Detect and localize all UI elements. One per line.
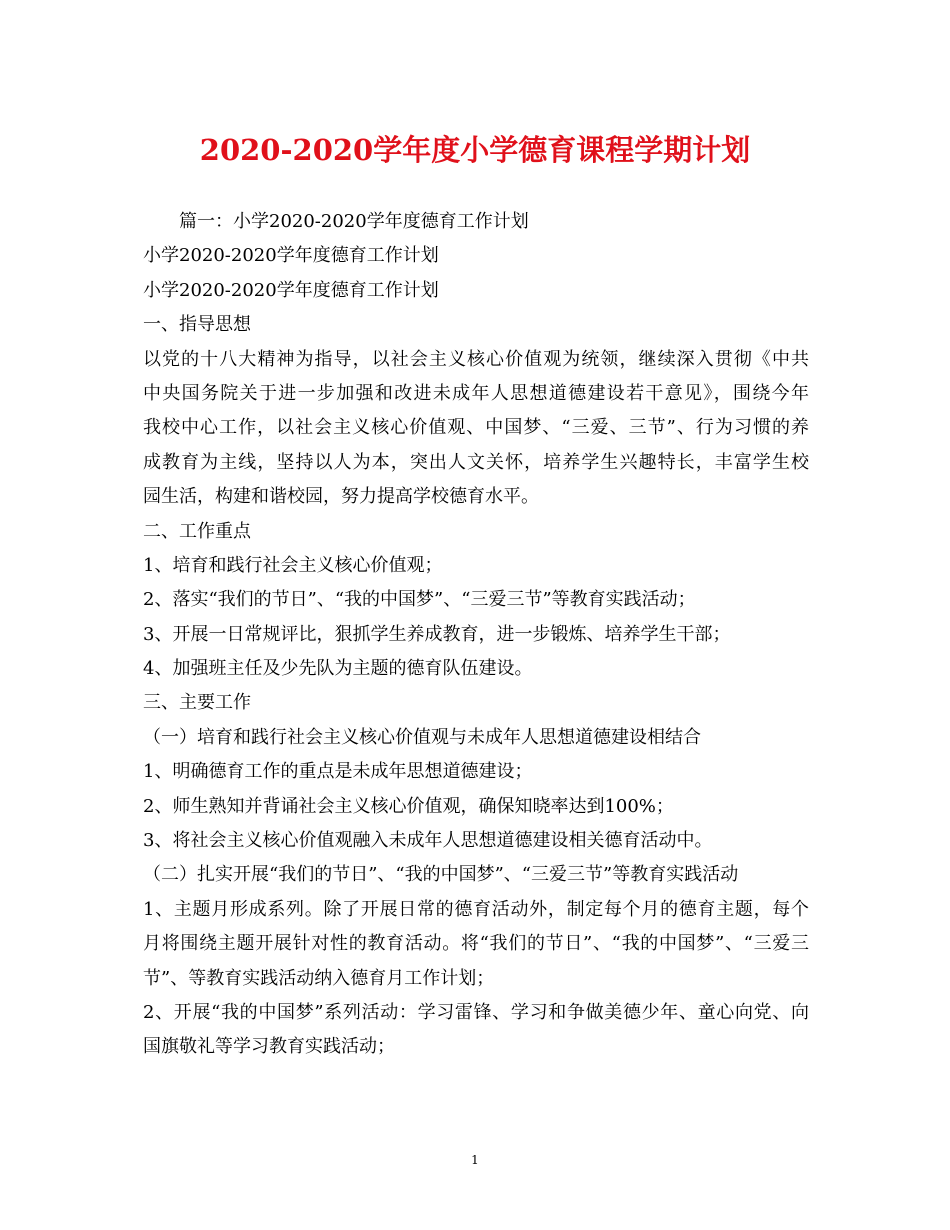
paragraph-line: 篇一：小学2020-2020学年度德育工作计划 (179, 211, 529, 232)
paragraph-line: 国旗敬礼等学习教育实践活动； (143, 1036, 395, 1058)
page-number: 1 (471, 1153, 479, 1167)
list-item: 1、明确德育工作的重点是未成年思想道德建设； (143, 761, 533, 783)
section-heading: 二、工作重点 (143, 520, 251, 542)
section-heading: 三、主要工作 (143, 692, 251, 714)
list-item: 4、加强班主任及少先队为主题的德育队伍建设。 (143, 658, 533, 680)
list-item: 1、培育和践行社会主义核心价值观； (143, 554, 443, 576)
list-item: 2、开展“我的中国梦”系列活动：学习雷锋、学习和争做美德少年、童心向党、向 (143, 1001, 809, 1023)
paragraph-line: 节”、等教育实践活动纳入德育月工作计划； (143, 967, 495, 989)
paragraph-line: 成教育为主线，坚持以人为本，突出人文关怀，培养学生兴趣特长，丰富学生校 (143, 451, 809, 473)
section-heading: 一、指导思想 (143, 314, 251, 336)
paragraph-line: 小学2020-2020学年度德育工作计划 (143, 279, 439, 301)
list-item: 3、将社会主义核心价值观融入未成年人思想道德建设相关德育活动中。 (143, 830, 713, 852)
paragraph-line: 月将围绕主题开展针对性的教育活动。将“我们的节日”、“我的中国梦”、“三爱三 (143, 933, 809, 955)
paragraph-line: 园生活，构建和谐校园，努力提高学校德育水平。 (143, 486, 539, 508)
paragraph-line: 以党的十八大精神为指导，以社会主义核心价值观为统领，继续深入贯彻《中共 (143, 348, 809, 370)
list-item: 1、主题月形成系列。除了开展日常的德育活动外，制定每个月的德育主题，每个 (143, 898, 809, 920)
list-item: 2、落实“我们的节日”、“我的中国梦”、“三爱三节”等教育实践活动； (143, 589, 696, 611)
paragraph-line: 我校中心工作，以社会主义核心价值观、中国梦、“三爱、三节”、行为习惯的养 (143, 417, 809, 439)
subsection-heading: （二）扎实开展“我们的节日”、“我的中国梦”、“三爱三节”等教育实践活动 (143, 864, 739, 886)
list-item: 2、师生熟知并背诵社会主义核心价值观，确保知晓率达到100%； (143, 795, 674, 817)
paragraph-line: 中央国务院关于进一步加强和改进未成年人思想道德建设若干意见》，围绕今年 (143, 382, 809, 404)
document-body (143, 205, 809, 1065)
list-item: 3、开展一日常规评比，狠抓学生养成教育，进一步锻炼、培养学生干部； (143, 623, 731, 645)
subsection-heading: （一）培育和践行社会主义核心价值观与未成年人思想道德建设相结合 (143, 726, 701, 748)
paragraph-line: 小学2020-2020学年度德育工作计划 (143, 245, 439, 267)
document-title: 2020-2020学年度小学德育课程学期计划 (199, 133, 751, 167)
